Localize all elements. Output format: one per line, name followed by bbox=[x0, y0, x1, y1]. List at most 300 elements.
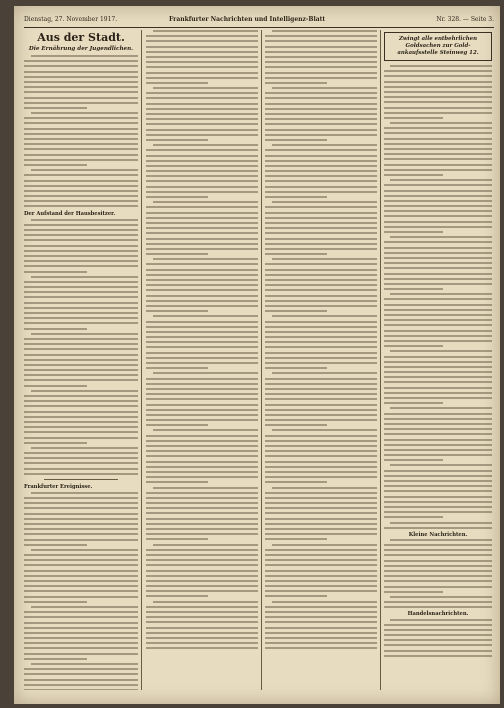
text-line bbox=[384, 624, 492, 626]
text-line bbox=[265, 321, 377, 323]
text-line bbox=[146, 40, 258, 42]
text-line bbox=[390, 596, 492, 598]
text-line bbox=[384, 480, 492, 482]
column-4 bbox=[384, 30, 492, 690]
text-line bbox=[384, 101, 492, 103]
text-line bbox=[24, 205, 138, 207]
text-line bbox=[384, 112, 492, 114]
text-line bbox=[265, 627, 377, 629]
text-line bbox=[384, 210, 492, 212]
text-line bbox=[24, 255, 138, 257]
text-line bbox=[265, 180, 377, 182]
text-line bbox=[24, 180, 138, 182]
text-line bbox=[146, 279, 258, 281]
text-line bbox=[384, 273, 492, 275]
text-line bbox=[146, 388, 258, 390]
text-line bbox=[265, 476, 377, 478]
text-line bbox=[31, 606, 138, 608]
text-line bbox=[24, 128, 138, 130]
text-line bbox=[384, 91, 492, 93]
text-line bbox=[146, 642, 258, 644]
text-line bbox=[272, 144, 377, 146]
text-line bbox=[265, 455, 377, 457]
text-line bbox=[384, 174, 443, 176]
text-line bbox=[24, 60, 138, 62]
text-line bbox=[24, 627, 138, 629]
text-line bbox=[384, 454, 492, 456]
text-line bbox=[24, 312, 138, 314]
text-line bbox=[384, 361, 492, 363]
text-line bbox=[146, 616, 258, 618]
text-line bbox=[146, 232, 258, 234]
text-line bbox=[146, 637, 258, 639]
text-line bbox=[146, 647, 258, 649]
text-line bbox=[390, 65, 492, 67]
article-text bbox=[146, 30, 258, 649]
text-line bbox=[265, 248, 377, 250]
text-line bbox=[384, 366, 492, 368]
text-line bbox=[24, 133, 138, 135]
article-text bbox=[24, 55, 138, 207]
text-line bbox=[384, 397, 492, 399]
text-line bbox=[384, 485, 492, 487]
text-line bbox=[384, 278, 492, 280]
text-line bbox=[390, 619, 492, 621]
text-line bbox=[265, 61, 377, 63]
text-line bbox=[24, 76, 138, 78]
text-line bbox=[390, 179, 492, 181]
text-line bbox=[384, 262, 492, 264]
text-line bbox=[265, 606, 377, 608]
text-line bbox=[31, 390, 138, 392]
text-line bbox=[265, 191, 377, 193]
text-line bbox=[146, 404, 258, 406]
text-line bbox=[146, 310, 208, 312]
article-text bbox=[384, 65, 492, 529]
text-line bbox=[146, 274, 258, 276]
text-line bbox=[24, 442, 87, 444]
text-line bbox=[146, 82, 208, 84]
text-line bbox=[384, 549, 492, 551]
text-line bbox=[146, 321, 258, 323]
text-line bbox=[384, 226, 492, 228]
text-line bbox=[31, 492, 138, 494]
text-line bbox=[146, 538, 208, 540]
text-line bbox=[146, 243, 258, 245]
text-line bbox=[265, 129, 377, 131]
text-line bbox=[24, 185, 138, 187]
text-line bbox=[265, 481, 327, 483]
separator bbox=[44, 479, 118, 480]
text-line bbox=[146, 61, 258, 63]
text-line bbox=[265, 232, 377, 234]
text-line bbox=[24, 307, 138, 309]
text-line bbox=[146, 424, 208, 426]
text-line bbox=[384, 387, 492, 389]
text-line bbox=[24, 374, 138, 376]
text-line bbox=[146, 238, 258, 240]
text-line bbox=[272, 429, 377, 431]
text-line bbox=[384, 257, 492, 259]
text-line bbox=[24, 405, 138, 407]
text-line bbox=[384, 288, 443, 290]
column-divider bbox=[261, 30, 262, 690]
text-line bbox=[384, 570, 492, 572]
column-divider bbox=[380, 30, 381, 690]
text-line bbox=[146, 222, 258, 224]
text-line bbox=[384, 580, 492, 582]
text-line bbox=[390, 122, 492, 124]
text-line bbox=[24, 416, 138, 418]
text-line bbox=[384, 376, 492, 378]
text-line bbox=[384, 164, 492, 166]
column-1 bbox=[24, 30, 138, 690]
text-line bbox=[31, 333, 138, 335]
text-line bbox=[153, 544, 258, 546]
text-line bbox=[146, 632, 258, 634]
text-line bbox=[146, 502, 258, 504]
text-line bbox=[146, 160, 258, 162]
text-line bbox=[265, 435, 377, 437]
text-line bbox=[24, 653, 138, 655]
text-line bbox=[24, 138, 138, 140]
text-line bbox=[24, 400, 138, 402]
text-line bbox=[265, 352, 377, 354]
text-line bbox=[24, 122, 138, 124]
text-line bbox=[146, 580, 258, 582]
text-line bbox=[265, 336, 377, 338]
text-line bbox=[146, 227, 258, 229]
text-line bbox=[265, 170, 377, 172]
text-line bbox=[384, 356, 492, 358]
text-line bbox=[146, 196, 208, 198]
text-line bbox=[265, 82, 327, 84]
text-line bbox=[272, 30, 377, 32]
text-line bbox=[146, 357, 258, 359]
text-line bbox=[384, 644, 492, 646]
text-line bbox=[146, 305, 258, 307]
text-line bbox=[384, 81, 492, 83]
text-line bbox=[146, 383, 258, 385]
text-line bbox=[384, 413, 492, 415]
text-line bbox=[146, 326, 258, 328]
text-line bbox=[24, 473, 138, 475]
text-line bbox=[384, 433, 492, 435]
text-line bbox=[265, 51, 377, 53]
text-line bbox=[384, 439, 492, 441]
text-line bbox=[384, 241, 492, 243]
text-line bbox=[146, 512, 258, 514]
text-line bbox=[265, 92, 377, 94]
text-line bbox=[24, 601, 87, 603]
text-line bbox=[146, 570, 258, 572]
text-line bbox=[146, 134, 258, 136]
text-line bbox=[146, 103, 258, 105]
text-line bbox=[384, 200, 492, 202]
text-line bbox=[384, 601, 492, 603]
text-line bbox=[24, 431, 138, 433]
text-line bbox=[265, 450, 377, 452]
text-line bbox=[24, 679, 138, 681]
text-line bbox=[146, 113, 258, 115]
article-text bbox=[384, 539, 492, 608]
text-line bbox=[146, 289, 258, 291]
text-line bbox=[24, 71, 138, 73]
text-line bbox=[265, 632, 377, 634]
text-line bbox=[153, 487, 258, 489]
text-line bbox=[384, 169, 492, 171]
text-line bbox=[24, 322, 138, 324]
text-line bbox=[146, 575, 258, 577]
text-line bbox=[146, 466, 258, 468]
text-line bbox=[24, 302, 138, 304]
text-line bbox=[265, 253, 327, 255]
text-line bbox=[24, 338, 138, 340]
header-date: Dienstag, 27. November 1917. bbox=[24, 16, 118, 23]
text-line bbox=[153, 144, 258, 146]
text-line bbox=[146, 409, 258, 411]
text-line bbox=[146, 564, 258, 566]
text-line bbox=[265, 492, 377, 494]
text-line bbox=[384, 560, 492, 562]
text-line bbox=[24, 245, 138, 247]
text-line bbox=[146, 497, 258, 499]
text-line bbox=[146, 46, 258, 48]
text-line bbox=[24, 642, 138, 644]
text-line bbox=[24, 673, 138, 675]
text-line bbox=[146, 108, 258, 110]
text-line bbox=[146, 66, 258, 68]
text-line bbox=[153, 429, 258, 431]
text-line bbox=[384, 490, 492, 492]
gold-advert-box: Zwingt alle entbehrlichen Goldsachen zur Gold-ankaufsstelle Steinweg 12. bbox=[384, 32, 492, 61]
text-line bbox=[384, 319, 492, 321]
text-line bbox=[265, 585, 377, 587]
text-line bbox=[24, 174, 138, 176]
text-line bbox=[265, 523, 377, 525]
text-line bbox=[153, 258, 258, 260]
text-line bbox=[384, 96, 492, 98]
text-line bbox=[24, 154, 138, 156]
column-2 bbox=[146, 30, 258, 690]
text-line bbox=[24, 107, 87, 109]
text-line bbox=[146, 341, 258, 343]
text-line bbox=[390, 293, 492, 295]
text-line bbox=[146, 284, 258, 286]
text-line bbox=[384, 496, 492, 498]
text-line bbox=[265, 507, 377, 509]
text-line bbox=[265, 206, 377, 208]
text-line bbox=[153, 30, 258, 32]
text-line bbox=[24, 65, 138, 67]
text-line bbox=[146, 450, 258, 452]
text-line bbox=[384, 655, 492, 657]
text-line bbox=[146, 393, 258, 395]
column-divider bbox=[141, 30, 142, 690]
text-line bbox=[146, 549, 258, 551]
text-line bbox=[24, 164, 87, 166]
text-line bbox=[146, 435, 258, 437]
text-line bbox=[265, 362, 377, 364]
text-line bbox=[265, 134, 377, 136]
text-line bbox=[384, 575, 492, 577]
text-line bbox=[24, 348, 138, 350]
text-line bbox=[384, 634, 492, 636]
text-line bbox=[146, 77, 258, 79]
text-line bbox=[265, 279, 377, 281]
text-line bbox=[384, 153, 492, 155]
text-line bbox=[384, 304, 492, 306]
text-line bbox=[384, 381, 492, 383]
text-line bbox=[146, 367, 208, 369]
text-line bbox=[24, 523, 138, 525]
article-text bbox=[265, 30, 377, 649]
text-line bbox=[384, 283, 492, 285]
text-line bbox=[265, 409, 377, 411]
text-line bbox=[24, 143, 138, 145]
text-line bbox=[146, 51, 258, 53]
text-line bbox=[24, 317, 138, 319]
text-line bbox=[265, 269, 377, 271]
text-line bbox=[153, 315, 258, 317]
text-line bbox=[24, 97, 138, 99]
text-line bbox=[24, 250, 138, 252]
text-line bbox=[384, 215, 492, 217]
text-line bbox=[146, 248, 258, 250]
text-line bbox=[146, 523, 258, 525]
text-line bbox=[384, 606, 492, 608]
text-line bbox=[24, 296, 138, 298]
text-line bbox=[265, 300, 377, 302]
article-heading: Handelsnachrichten. bbox=[407, 611, 469, 618]
text-line bbox=[265, 222, 377, 224]
text-line bbox=[24, 117, 138, 119]
text-line bbox=[24, 148, 138, 150]
text-line bbox=[24, 286, 138, 288]
article-text bbox=[24, 492, 138, 690]
text-line bbox=[384, 650, 492, 652]
text-line bbox=[24, 234, 138, 236]
text-line bbox=[146, 155, 258, 157]
text-line bbox=[24, 507, 138, 509]
text-line bbox=[265, 445, 377, 447]
text-line bbox=[24, 497, 138, 499]
column-3 bbox=[265, 30, 377, 690]
text-line bbox=[265, 461, 377, 463]
text-line bbox=[265, 341, 377, 343]
text-line bbox=[146, 92, 258, 94]
text-line bbox=[24, 564, 138, 566]
text-line bbox=[265, 331, 377, 333]
text-line bbox=[146, 621, 258, 623]
text-line bbox=[265, 165, 377, 167]
text-line bbox=[265, 570, 377, 572]
text-line bbox=[146, 149, 258, 151]
text-line bbox=[265, 538, 327, 540]
text-line bbox=[265, 424, 327, 426]
text-line bbox=[265, 66, 377, 68]
text-line bbox=[24, 271, 87, 273]
text-line bbox=[390, 236, 492, 238]
text-line bbox=[384, 418, 492, 420]
text-line bbox=[265, 398, 377, 400]
text-line bbox=[146, 300, 258, 302]
text-line bbox=[384, 205, 492, 207]
text-line bbox=[24, 343, 138, 345]
text-line bbox=[146, 606, 258, 608]
text-line bbox=[146, 186, 258, 188]
text-line bbox=[265, 554, 377, 556]
text-line bbox=[384, 639, 492, 641]
text-line bbox=[265, 383, 377, 385]
text-line bbox=[265, 160, 377, 162]
text-line bbox=[24, 544, 87, 546]
text-line bbox=[153, 87, 258, 89]
text-line bbox=[24, 462, 138, 464]
text-line bbox=[265, 512, 377, 514]
article-heading: Die Ernährung der Jugendlichen. bbox=[28, 46, 134, 52]
section-title: Aus der Stadt. bbox=[37, 31, 125, 44]
text-line bbox=[146, 346, 258, 348]
text-line bbox=[24, 637, 138, 639]
text-line bbox=[384, 75, 492, 77]
text-line bbox=[24, 632, 138, 634]
text-line bbox=[153, 601, 258, 603]
text-line bbox=[265, 559, 377, 561]
text-line bbox=[146, 419, 258, 421]
text-line bbox=[265, 77, 377, 79]
text-line bbox=[384, 544, 492, 546]
text-line bbox=[265, 274, 377, 276]
text-line bbox=[265, 243, 377, 245]
text-line bbox=[384, 138, 492, 140]
text-line bbox=[146, 627, 258, 629]
text-line bbox=[146, 253, 208, 255]
text-line bbox=[146, 378, 258, 380]
text-line bbox=[146, 206, 258, 208]
text-line bbox=[24, 554, 138, 556]
article-text bbox=[24, 219, 138, 475]
text-line bbox=[24, 580, 138, 582]
text-line bbox=[24, 539, 138, 541]
text-line bbox=[384, 195, 492, 197]
text-line bbox=[265, 590, 377, 592]
text-line bbox=[146, 528, 258, 530]
text-line bbox=[384, 554, 492, 556]
text-line bbox=[146, 139, 208, 141]
text-line bbox=[146, 398, 258, 400]
text-line bbox=[24, 426, 138, 428]
text-line bbox=[146, 97, 258, 99]
text-line bbox=[24, 369, 138, 371]
text-line bbox=[265, 502, 377, 504]
text-line bbox=[24, 616, 138, 618]
text-line bbox=[24, 437, 138, 439]
text-line bbox=[384, 459, 443, 461]
text-line bbox=[146, 362, 258, 364]
text-line bbox=[31, 55, 138, 57]
text-line bbox=[24, 102, 138, 104]
text-line bbox=[24, 364, 138, 366]
text-line bbox=[265, 440, 377, 442]
text-line bbox=[384, 371, 492, 373]
text-line bbox=[384, 221, 492, 223]
text-line bbox=[24, 190, 138, 192]
text-line bbox=[24, 689, 138, 690]
text-line bbox=[146, 492, 258, 494]
text-line bbox=[24, 395, 138, 397]
text-line bbox=[265, 419, 377, 421]
